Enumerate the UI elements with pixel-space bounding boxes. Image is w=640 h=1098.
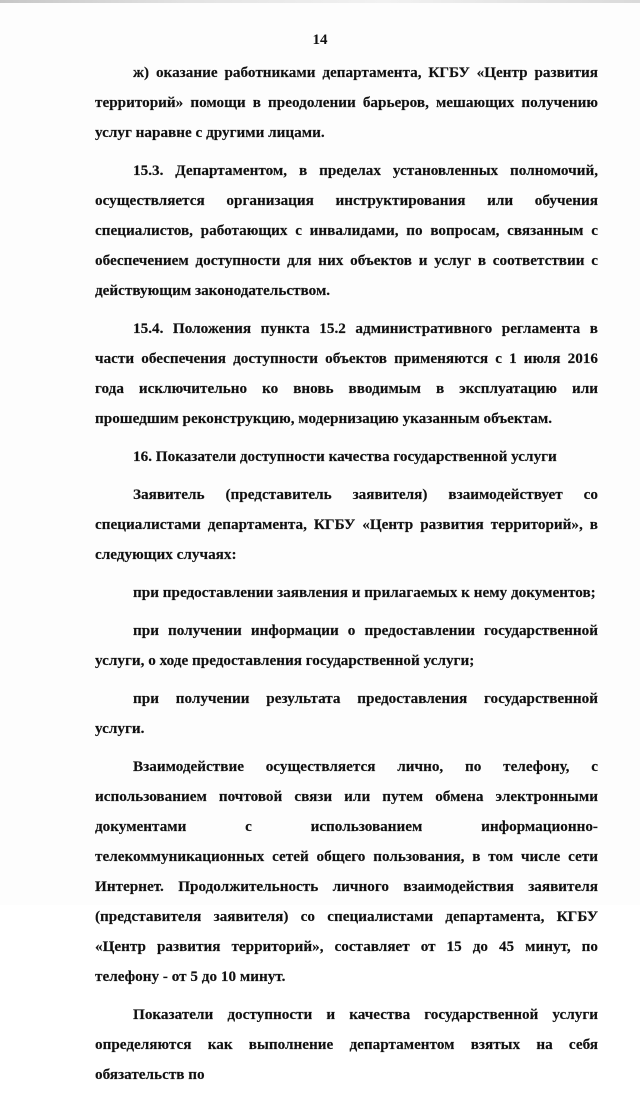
- document-body: [95, 58, 598, 1098]
- page-number: 14: [312, 32, 328, 48]
- list-item-information: при получении информации о предоставлении государственной услуги, о ходе предоставления государственной услуги;: [95, 622, 598, 669]
- paragraph-applicant: Заявитель (представитель заявителя) взаимодействует со специалистами департамента, КГБУ «Центр развития территорий», в следующих случаях:: [95, 486, 598, 563]
- list-item-result: при получении результата предоставления государственной услуги.: [95, 690, 598, 737]
- paragraph-15-3: 15.3. Департаментом, в пределах установленных полномочий, осуществляется организация инструктирования или обучения специалистов, работающих с инвалидами, по вопросам, связанным с обеспечением доступности для них объектов и услуг в соответствии с действующим законодательством.: [95, 162, 598, 299]
- paragraph-interaction: Взаимодействие осуществляется лично, по телефону, с использованием почтовой связи или путем обмена электронными документами с использованием информационно-телекоммуникационных сетей общего пользования, в том числе сети Интернет. Продолжительность личного взаимодействия заявителя (представителя заявителя) со специалистами департамента, КГБУ «Центр развития территорий», составляет от 15 до 45 минут, по телефону - от 5 до 10 минут.: [95, 758, 598, 985]
- list-item-application: при предоставлении заявления и прилагаемых к нему документов;: [133, 584, 596, 601]
- paragraph-15-4: 15.4. Положения пункта 15.2 административного регламента в части обеспечения доступности объектов применяются с 1 июля 2016 года исключительно ко вновь вводимым в эксплуатацию или прошедшим реконструкцию, модернизацию указанным объектам.: [95, 320, 598, 427]
- scan-edge: [0, 0, 640, 3]
- paragraph-indicators: Показатели доступности и качества государственной услуги определяются как выполнение департаментом взятых на себя обязательств по: [95, 1006, 598, 1083]
- section-heading-16: 16. Показатели доступности качества государственной услуги: [133, 448, 557, 465]
- paragraph-zh: ж) оказание работниками департамента, КГБУ «Центр развития территорий» помощи в преодолении барьеров, мешающих получению услуг наравне с другими лицами.: [95, 64, 598, 141]
